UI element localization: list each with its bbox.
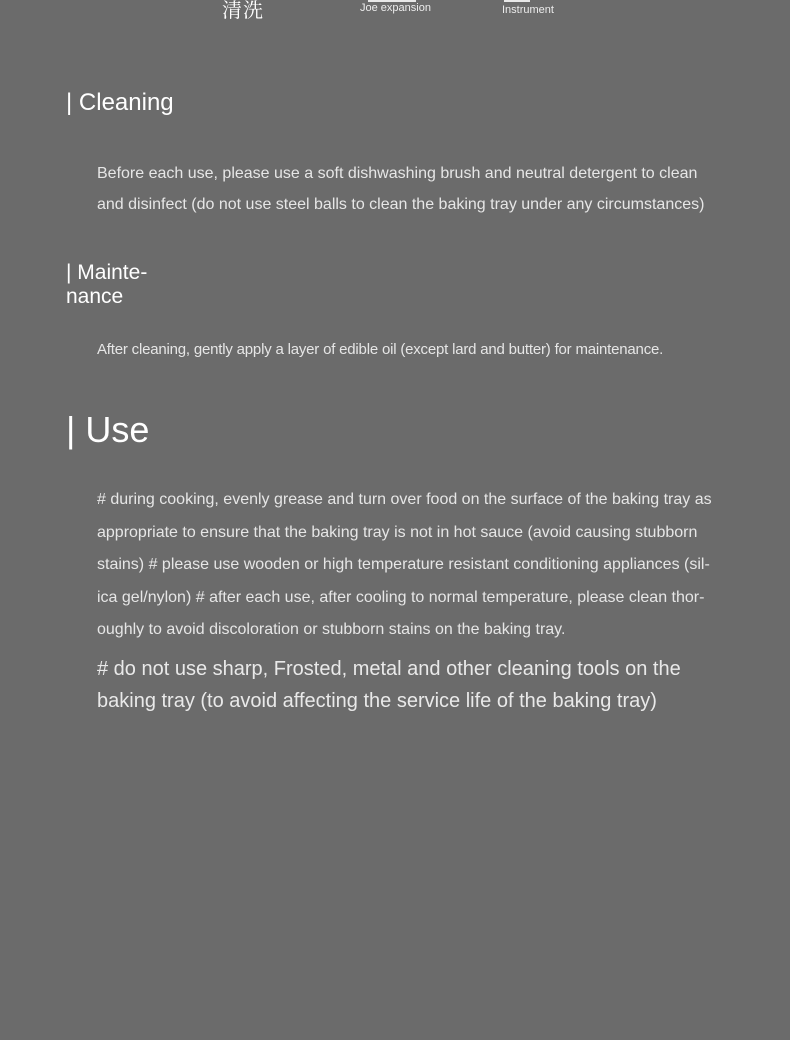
cleaning-text: Before each use, please use a soft dishwashing brush and neutral detergent to clean and disinfect (do not use steel balls to clean the baking tray under any circumstances) bbox=[97, 165, 705, 213]
top-chinese-label: 清洗 bbox=[222, 0, 264, 22]
cleaning-heading: | Cleaning bbox=[66, 89, 174, 116]
use-heading: | Use bbox=[66, 409, 150, 450]
top-label-instrument: Instrument bbox=[502, 4, 554, 16]
maintenance-heading bbox=[66, 261, 176, 309]
use-text: # during cooking, evenly grease and turn over food on the surface of the baking tray as appropriate to ensure that the baking tray is not in hot sauce (avoid causing stubborn stains) # please use wooden or high temperature resistant conditioning appliances (sil-ica gel/nylon) # after each use, after cooling to normal temperature, please clean thor-oughly to avoid discoloration or stubborn stains on the baking tray. bbox=[97, 491, 712, 639]
top-header-strip bbox=[0, 0, 790, 24]
use-warning-text: # do not use sharp, Frosted, metal and other cleaning tools on the baking tray (to avoid affecting the service life of the baking tray) bbox=[97, 658, 681, 712]
top-label-joe-expansion: Joe expansion bbox=[360, 2, 431, 14]
maintenance-heading-line-1: | Mainte- bbox=[66, 261, 148, 284]
cropped-text-fragment bbox=[504, 0, 530, 2]
maintenance-heading-line-2: nance bbox=[66, 285, 124, 308]
maintenance-text: After cleaning, gently apply a layer of edible oil (except lard and butter) for maintenance. bbox=[97, 341, 664, 358]
